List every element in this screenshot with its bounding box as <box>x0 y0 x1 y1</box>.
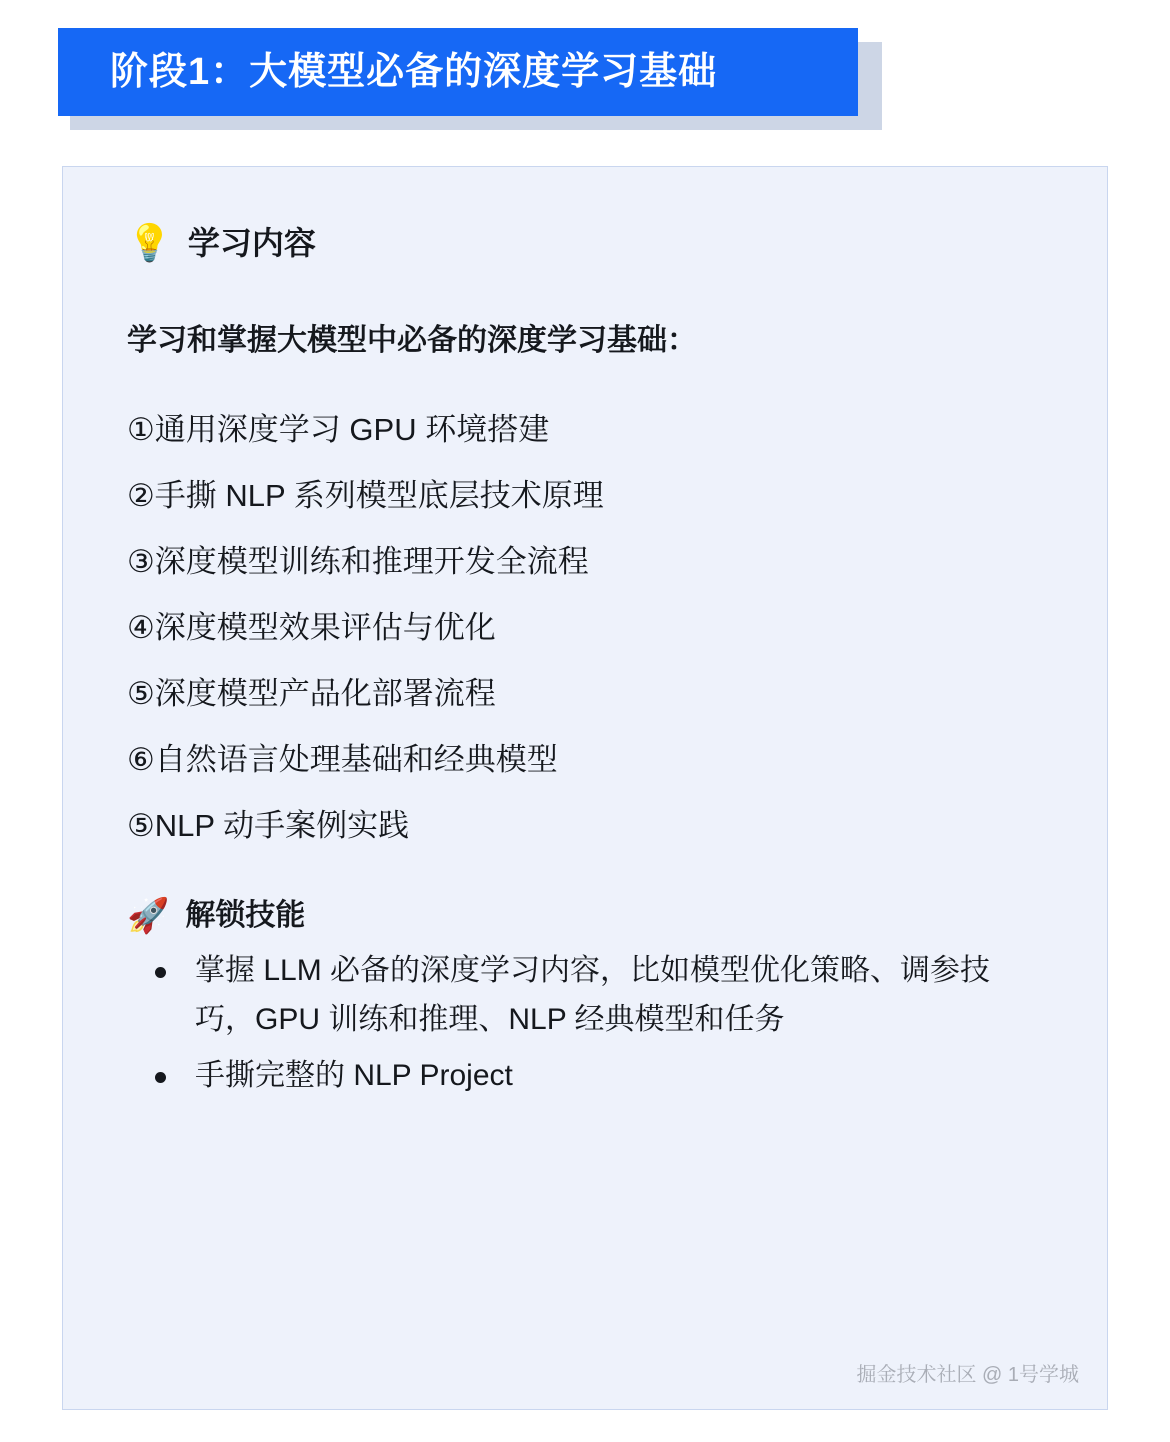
list-item: ⑤深度模型产品化部署流程 <box>127 676 496 711</box>
lightbulb-icon: 💡 <box>127 222 172 263</box>
skills-list <box>127 947 1047 1101</box>
learning-content-heading <box>127 222 1047 263</box>
list-item: ③深度模型训练和推理开发全流程 <box>127 544 589 579</box>
banner-title: 阶段1：大模型必备的深度学习基础 <box>110 51 718 93</box>
watermark: 掘金技术社区 @ 1号学城 <box>856 1364 1079 1386</box>
list-item: 手撕完整的 NLP Project <box>133 1052 1047 1101</box>
skills-heading <box>127 899 1047 933</box>
list-item: ①通用深度学习 GPU 环境搭建 <box>127 412 550 447</box>
card-inner <box>63 167 1107 1149</box>
list-item: ④深度模型效果评估与优化 <box>127 610 496 645</box>
learning-content-list <box>127 414 1047 841</box>
learning-content-lead: 学习和掌握大模型中必备的深度学习基础： <box>127 324 697 357</box>
list-item: 掌握 LLM 必备的深度学习内容，比如模型优化策略、调参技巧，GPU 训练和推理、NLP 经典模型和任务 <box>133 947 1047 1044</box>
list-item: ⑥自然语言处理基础和经典模型 <box>127 742 558 777</box>
skills-heading-text: 解锁技能 <box>185 899 306 932</box>
rocket-icon: 🚀 <box>127 897 170 935</box>
list-item: ⑤NLP 动手案例实践 <box>127 808 410 843</box>
list-item: ②手撕 NLP 系列模型底层技术原理 <box>127 478 604 513</box>
learning-content-heading-text: 学习内容 <box>187 225 316 261</box>
banner-bar <box>58 28 858 116</box>
content-card <box>62 166 1108 1410</box>
stage-banner <box>58 28 888 132</box>
